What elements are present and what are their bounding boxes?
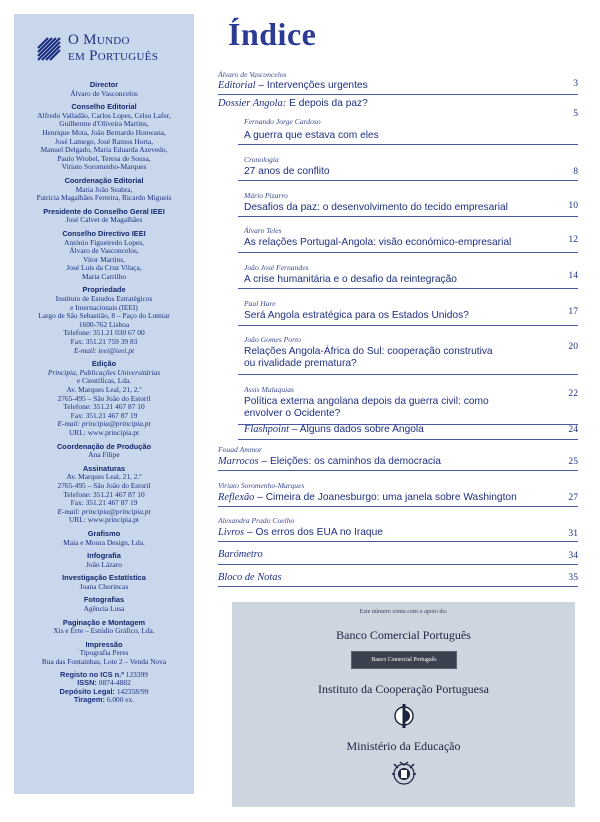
masthead-heading: Grafismo	[87, 528, 121, 538]
entry-title[interactable]	[244, 130, 379, 142]
entry-separator: –	[258, 456, 270, 467]
logo-line-1: O Mundo	[68, 32, 130, 48]
entry-title-text: Alguns dados sobre Angola	[299, 424, 424, 435]
entry-divider	[218, 506, 578, 507]
masthead-line: Agência Lusa	[83, 604, 125, 614]
registration-value: 0874-4882	[98, 678, 131, 688]
entry-separator: –	[254, 492, 266, 503]
masthead-line: Rua das Fontainhas, Lote 2 – Venda Nova	[41, 657, 167, 667]
masthead-line: e Científicas, Lda.	[76, 376, 132, 386]
entry-page-number: 8	[573, 166, 578, 177]
masthead-line: 2765-495 – São João do Estoril	[57, 480, 151, 490]
entry-title-text: Política externa angolana depois da guerra civil: como	[244, 396, 489, 407]
masthead-line: Principia, Publicações Universitárias	[47, 367, 161, 377]
entry-divider	[238, 288, 578, 289]
entry-title-text-line2: ou rivalidade prematura?	[244, 358, 357, 369]
masthead-line: Maria Carrilho	[81, 271, 127, 281]
icp-emblem-icon	[393, 702, 415, 730]
entry-author: Cronologia	[244, 155, 279, 164]
page-title: Índice	[228, 16, 317, 52]
masthead-line: URL: www.principia.pt	[69, 427, 139, 437]
entry-divider	[238, 439, 578, 440]
entry-title[interactable]	[218, 80, 368, 92]
masthead-line: Patrícia Magalhães Ferreira, Ricardo Migueis	[36, 193, 172, 203]
entry-page-number: 5	[573, 108, 578, 119]
logo-wordmark	[68, 32, 158, 64]
masthead-heading: Infografia	[87, 551, 121, 561]
entry-title-text: As relações Portugal-Angola: visão económico-empresarial	[244, 237, 512, 248]
masthead-heading: Presidente do Conselho Geral IEEI	[43, 206, 165, 216]
masthead-heading: Assinaturas	[82, 463, 126, 473]
masthead-line: e Internacionais (IEEI)	[70, 302, 138, 312]
entry-section-title[interactable]: Barómetro	[218, 549, 263, 560]
entry-author: Alexandra Prado Coelho	[218, 516, 295, 525]
masthead-line: Alfredo Valladão, Carlos Lopes, Celso Lafer,	[37, 110, 171, 120]
entry-divider	[218, 564, 578, 565]
masthead-line: Maria João Seabra,	[75, 184, 133, 194]
masthead-heading: Conselho Directivo IEEI	[62, 228, 146, 238]
masthead-line: Telefone: 351.21 030 67 00	[63, 328, 145, 338]
masthead-line: Tipografia Peres	[79, 648, 129, 658]
entry-section: Livros	[218, 527, 245, 538]
entry-author: João José Fernandes	[244, 263, 309, 272]
masthead-heading: Coordenação Editorial	[64, 175, 144, 185]
entry-title[interactable]	[218, 456, 441, 468]
masthead-line: Ana Filipe	[88, 450, 120, 460]
entry-title-text: Relações Angola-África do Sul: cooperação construtiva	[244, 346, 493, 357]
entry-divider	[218, 94, 578, 95]
masthead-line: Av. Marques Leal, 21, 2.º	[66, 472, 142, 482]
masthead-line: E-mail: principia@principia.pt	[57, 506, 151, 516]
entry-title-text: E depois da paz?	[289, 98, 368, 109]
entry-page-number: 14	[568, 270, 578, 281]
entry-page-number: 17	[568, 306, 578, 317]
entry-author: João Gomes Porto	[244, 335, 301, 344]
entry-page-number: 27	[568, 492, 578, 503]
entry-title[interactable]	[244, 166, 330, 178]
entry-page-number: 34	[568, 550, 578, 561]
masthead-line: Av. Marques Leal, 21, 2.º	[66, 385, 142, 394]
masthead-line: Vitor Martins,	[83, 254, 125, 264]
entry-section: Dossier Angola:	[218, 98, 287, 109]
magazine-logo	[34, 32, 179, 68]
registration-label: Tiragem:	[73, 695, 105, 705]
registration-label: ISSN:	[77, 678, 97, 688]
entry-title-text-line2: envolver o Ocidente?	[244, 408, 341, 419]
globe-logo-icon	[34, 34, 64, 64]
entry-author: Paul Hare	[244, 299, 276, 308]
entry-author: Viriato Soromenho-Marques	[218, 481, 305, 490]
masthead-line: Telefone: 351.21 467 87 10	[63, 402, 145, 412]
masthead-line: Viriato Soromenho-Marques	[61, 162, 147, 172]
masthead-line: Henrique Mota, João Bernardo Honwana,	[42, 127, 166, 137]
entry-title-text: A guerra que estava com eles	[244, 130, 379, 141]
masthead-line: Guilherme d'Oliveira Martins,	[59, 119, 149, 129]
entry-title[interactable]	[244, 396, 489, 420]
entry-title-text: Eleições: os caminhos da democracia	[269, 456, 441, 467]
entry-section: Flashpoint	[244, 424, 290, 435]
masthead-line: Paulo Wrobel, Teresa de Sousa,	[57, 153, 151, 163]
masthead-line: E-mail: ieei@ieei.pt	[73, 345, 135, 355]
entry-divider	[238, 180, 578, 181]
masthead-sidebar	[14, 14, 194, 794]
entry-divider	[238, 252, 578, 253]
entry-page-number: 22	[568, 388, 578, 399]
coat-of-arms-icon	[388, 760, 420, 786]
entry-title[interactable]	[244, 310, 469, 322]
logo-line-2: em Português	[68, 48, 159, 64]
masthead-line: Largo de São Sebastião, 8 – Paço do Lumiar	[38, 311, 170, 321]
entry-divider	[238, 374, 578, 375]
registration-value: 6.000 ex.	[106, 695, 135, 705]
entry-title[interactable]	[244, 346, 493, 370]
entry-section: Editorial	[218, 80, 256, 91]
entry-title-text: Será Angola estratégica para os Estados Unidos?	[244, 310, 469, 321]
masthead-heading: Impressão	[85, 639, 123, 649]
masthead-line: Manuel Delgado, Maria Eduarda Azevedo,	[40, 145, 168, 155]
entry-title[interactable]	[218, 98, 368, 110]
entry-divider	[238, 325, 578, 326]
entry-separator: –	[255, 80, 267, 91]
entry-title-text: Os erros dos EUA no Iraque	[255, 527, 383, 538]
sponsor-icp: Instituto da Cooperação Portuguesa	[318, 682, 489, 696]
masthead-line: António Figueiredo Lopes,	[64, 237, 144, 247]
entry-title[interactable]	[244, 202, 508, 214]
bcp-logo-badge: Banco Comercial Português	[351, 651, 457, 669]
entry-page-number: 12	[568, 234, 578, 245]
masthead-heading: Paginação e Montagem	[62, 617, 146, 627]
entry-title[interactable]	[218, 492, 517, 504]
entry-title[interactable]	[244, 237, 511, 249]
entry-title-text: 27 anos de conflito	[244, 166, 330, 177]
masthead-line: José Calvet de Magalhães	[65, 215, 143, 225]
registration-label: Depósito Legal:	[59, 686, 115, 696]
entry-page-number: 20	[568, 341, 578, 352]
entry-title-text: Intervenções urgentes	[266, 80, 368, 91]
masthead-line: Fax: 351.21 759 39 83	[70, 337, 138, 347]
masthead-line: E-mail: principia@principia.pt	[57, 419, 151, 429]
registration-value: 142358/99	[116, 686, 149, 696]
sponsor-note: Este número conta com o apoio do:	[359, 608, 448, 615]
masthead-heading: Edição	[91, 359, 117, 369]
masthead-line: Álvaro de Vasconcelos	[70, 88, 138, 98]
masthead-line: José Lamego, José Ramos Horta,	[54, 136, 154, 146]
entry-divider	[238, 144, 578, 145]
entry-page-number: 35	[568, 572, 578, 583]
entry-author: Assis Malaquias	[244, 385, 294, 394]
registration-block	[16, 671, 192, 705]
entry-author: Álvaro Teles	[244, 226, 282, 235]
entry-section-title[interactable]: Bloco de Notas	[218, 572, 282, 583]
sponsor-box	[232, 602, 575, 807]
entry-title[interactable]	[218, 527, 383, 539]
masthead-credits	[16, 81, 192, 705]
masthead-heading: Investigação Estatística	[62, 573, 146, 583]
sponsor-bcp: Banco Comercial Português	[336, 628, 471, 642]
entry-separator: –	[244, 527, 256, 538]
registration-value: 123399	[125, 669, 148, 679]
masthead-line: Instituto de Estudos Estratégicos	[55, 294, 153, 304]
masthead-line: Telefone: 351.21 467 87 10	[63, 489, 145, 499]
masthead-heading: Conselho Editorial	[71, 102, 137, 112]
masthead-line: João Lázaro	[86, 559, 122, 569]
entry-author: Fouad Ammor	[218, 445, 262, 454]
sponsor-me: Ministério da Educação	[346, 739, 461, 753]
entry-page-number: 24	[568, 424, 578, 435]
masthead-heading: Propriedade	[82, 285, 126, 295]
entry-page-number: 25	[568, 456, 578, 467]
masthead-heading: Director	[89, 80, 119, 89]
entry-title[interactable]	[244, 274, 457, 286]
entry-author: Fernando Jorge Cardoso	[244, 117, 321, 126]
masthead-line: Fax: 351.21 467 87 19	[70, 498, 138, 508]
entry-divider	[218, 541, 578, 542]
entry-divider	[218, 586, 578, 587]
masthead-heading: Coordenação de Produção	[56, 441, 152, 451]
masthead-line: José Luís da Cruz Vilaça,	[66, 263, 142, 273]
entry-author: Álvaro de Vasconcelos	[218, 70, 287, 79]
entry-divider	[218, 470, 578, 471]
entry-divider	[238, 216, 578, 217]
entry-title-text: A crise humanitária e o desafio da reintegração	[244, 274, 457, 285]
masthead-line: 2765-495 – São João do Estoril	[57, 393, 151, 403]
registration-label: Registo no ICS n.º	[60, 669, 124, 679]
entry-section: Marrocos	[218, 456, 259, 467]
entry-title-text: Cimeira de Joanesburgo: uma janela sobre Washington	[265, 492, 517, 503]
entry-section: Reflexão	[218, 492, 255, 503]
entry-author: Mário Pizarro	[244, 191, 288, 200]
masthead-line: URL: www.principia.pt	[69, 515, 139, 525]
entry-page-number: 31	[568, 528, 578, 539]
entry-title-text: Desafios da paz: o desenvolvimento do tecido empresarial	[244, 202, 508, 213]
registration-row	[16, 696, 192, 705]
entry-separator: –	[289, 424, 300, 435]
masthead-heading: Fotografias	[83, 595, 125, 605]
masthead-line: Xis e Érre – Estúdio Gráfico, Lda.	[53, 626, 155, 636]
entry-page-number: 10	[568, 200, 578, 211]
masthead-line: Álvaro de Vasconcelos,	[69, 246, 139, 256]
entry-page-number: 3	[573, 78, 578, 89]
masthead-line: Maia e Moura Design, Lda.	[63, 537, 145, 547]
masthead-line: 1600-762 Lisboa	[78, 319, 130, 329]
masthead-line: Joana Chorincas	[79, 581, 129, 591]
masthead-line: Fax: 351.21 467 87 19	[70, 410, 138, 420]
entry-title[interactable]	[244, 424, 424, 436]
